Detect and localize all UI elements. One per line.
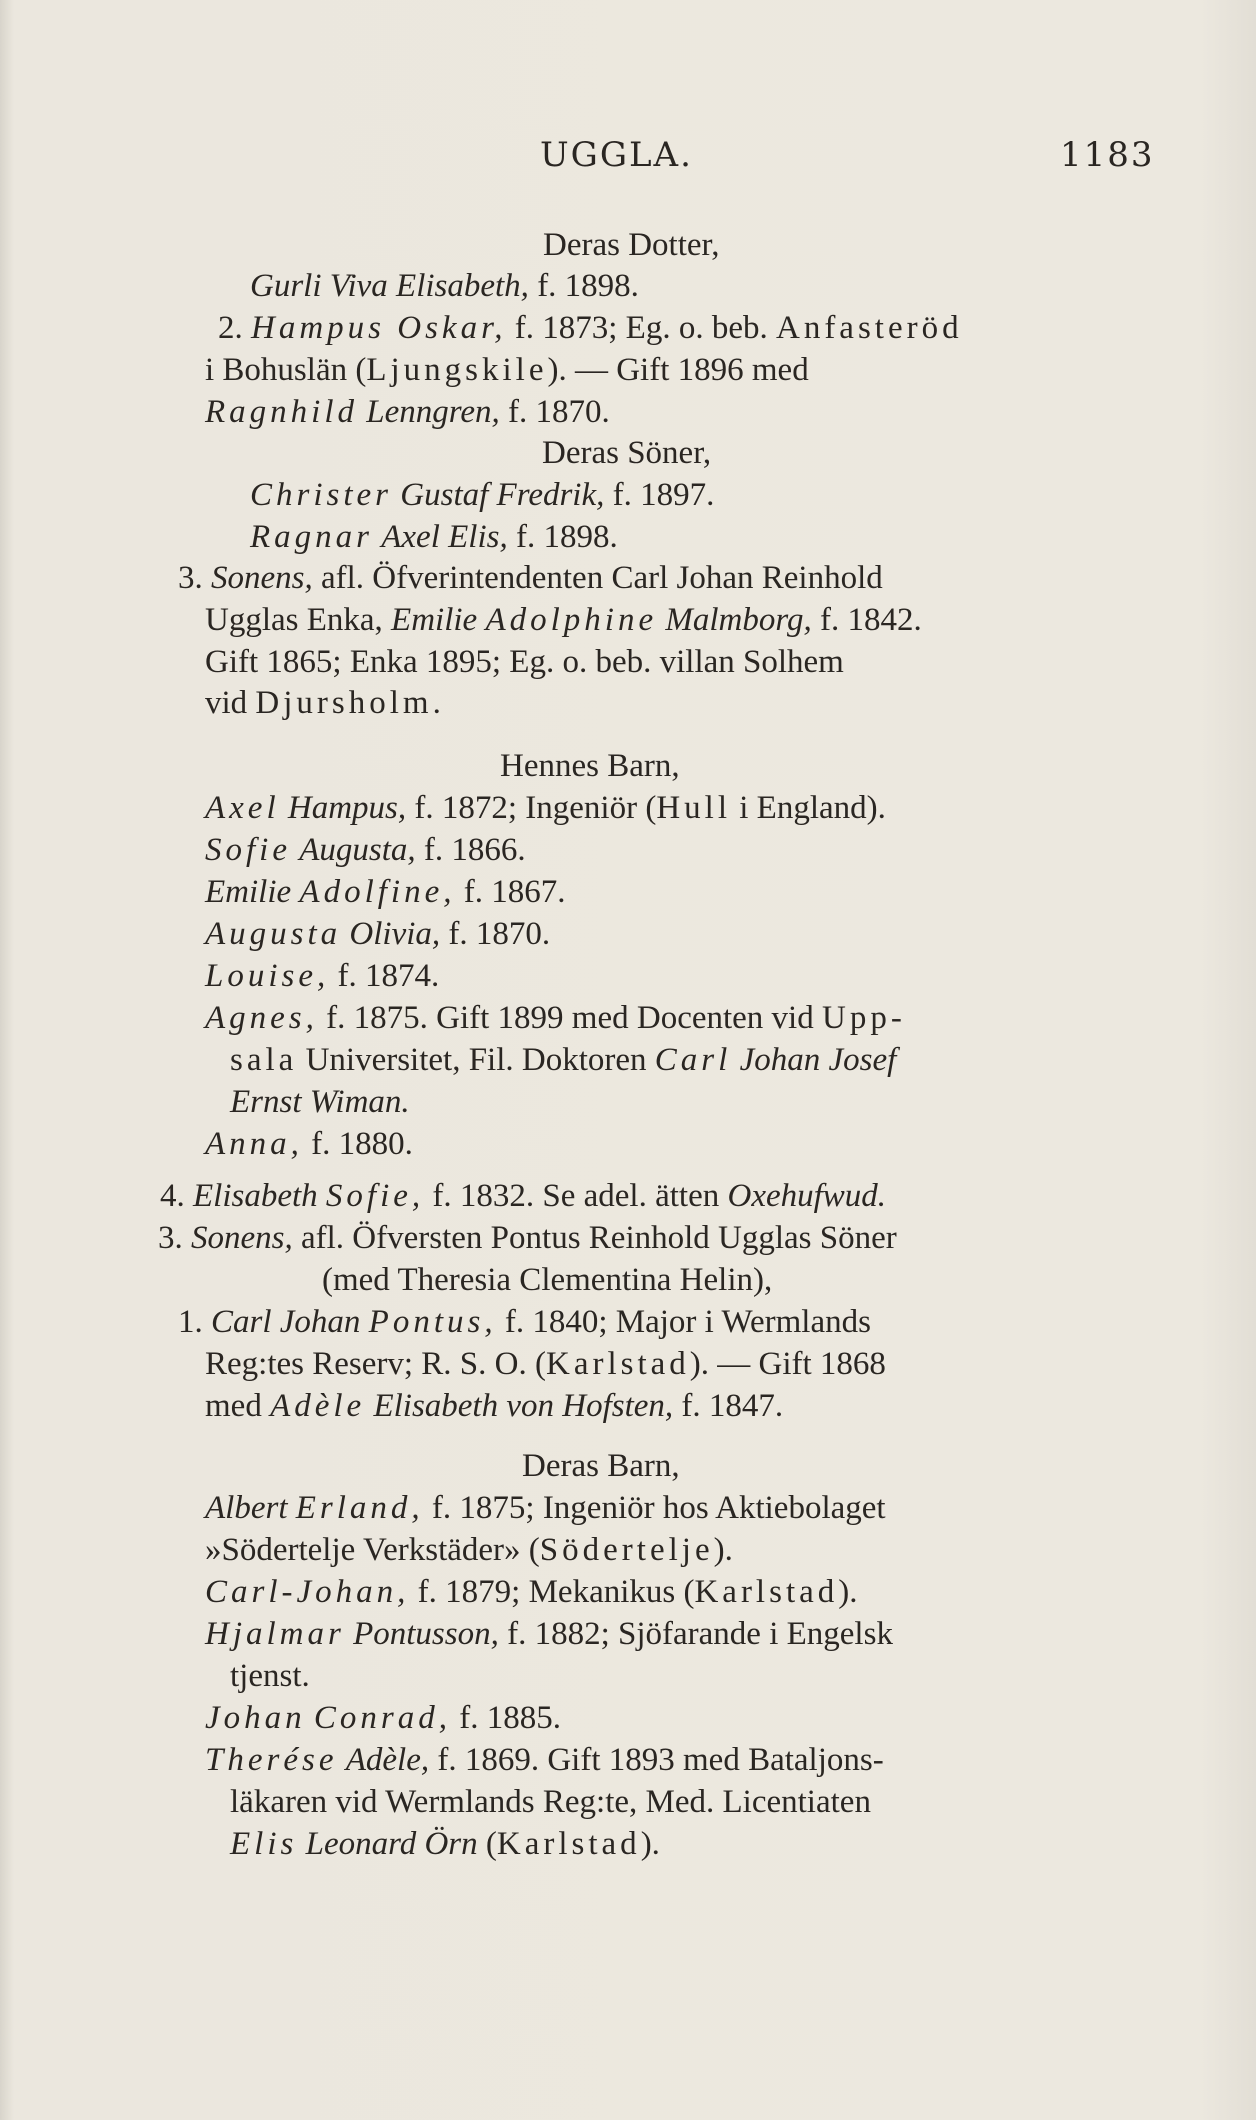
- text-line: Christer Gustaf Fredrik, f. 1897.: [250, 477, 715, 513]
- text-line: Ragnhild Lenngren, f. 1870.: [205, 394, 610, 430]
- text-line: Gift 1865; Enka 1895; Eg. o. beb. villan Solhem: [205, 644, 844, 680]
- text-line: Augusta Olivia, f. 1870.: [205, 916, 551, 952]
- text-line: Therése Adèle, f. 1869. Gift 1893 med Bataljons-: [205, 1742, 884, 1778]
- text-line: Louise, f. 1874.: [205, 958, 440, 994]
- text-line: Deras Dotter,: [543, 227, 720, 263]
- text-line: Elis Leonard Örn (Karlstad).: [230, 1826, 660, 1862]
- text-line: med Adèle Elisabeth von Hofsten, f. 1847.: [205, 1388, 784, 1424]
- text-line: Gurli Viva Elisabeth, f. 1898.: [250, 268, 639, 304]
- text-line: Johan Conrad, f. 1885.: [205, 1700, 562, 1736]
- text-line: 4. Elisabeth Sofie, f. 1832. Se adel. ätten Oxehufwud.: [160, 1178, 887, 1214]
- text-line: 1. Carl Johan Pontus, f. 1840; Major i Wermlands: [178, 1304, 871, 1340]
- text-line: »Södertelje Verkstäder» (Södertelje).: [205, 1532, 733, 1568]
- text-line: Reg:tes Reserv; R. S. O. (Karlstad). — Gift 1868: [205, 1346, 886, 1382]
- text-line: Hjalmar Pontusson, f. 1882; Sjöfarande i Engelsk: [205, 1616, 893, 1652]
- text-line: Sofie Augusta, f. 1866.: [205, 832, 526, 868]
- text-line: vid Djursholm.: [205, 685, 441, 721]
- page-number: 1183: [1060, 135, 1155, 175]
- text-line: i Bohuslän (Ljungskile). — Gift 1896 med: [205, 352, 809, 388]
- text-line: 3. Sonens, afl. Öfverintendenten Carl Johan Reinhold: [178, 560, 883, 596]
- text-line: Deras Söner,: [542, 435, 712, 471]
- text-line: Deras Barn,: [522, 1448, 680, 1484]
- text-line: Ernst Wiman.: [230, 1084, 410, 1120]
- text-line: Anna, f. 1880.: [205, 1126, 413, 1162]
- text-line: Albert Erland, f. 1875; Ingeniör hos Aktiebolaget: [205, 1490, 886, 1526]
- text-line: tjenst.: [230, 1658, 310, 1694]
- text-line: Hennes Barn,: [500, 748, 680, 784]
- text-line: 3. Sonens, afl. Öfversten Pontus Reinhold Ugglas Söner: [158, 1220, 897, 1256]
- text-line: Ragnar Axel Elis, f. 1898.: [250, 519, 618, 555]
- text-line: Carl-Johan, f. 1879; Mekanikus (Karlstad).: [205, 1574, 858, 1610]
- text-line: (med Theresia Clementina Helin),: [322, 1262, 773, 1298]
- text-line: Emilie Adolfine, f. 1867.: [205, 874, 566, 910]
- text-line: Agnes, f. 1875. Gift 1899 med Docenten vid Upp-: [205, 1000, 906, 1036]
- running-head: UGGLA.: [540, 135, 693, 175]
- text-line: Ugglas Enka, Emilie Adolphine Malmborg, f. 1842.: [205, 602, 922, 638]
- text-line: 2. Hampus Oskar, f. 1873; Eg. o. beb. Anfasteröd: [218, 310, 963, 346]
- text-line: läkaren vid Wermlands Reg:te, Med. Licentiaten: [230, 1784, 871, 1820]
- text-line: sala Universitet, Fil. Doktoren Carl Johan Josef: [230, 1042, 897, 1078]
- text-line: Axel Hampus, f. 1872; Ingeniör (Hull i England).: [205, 790, 886, 826]
